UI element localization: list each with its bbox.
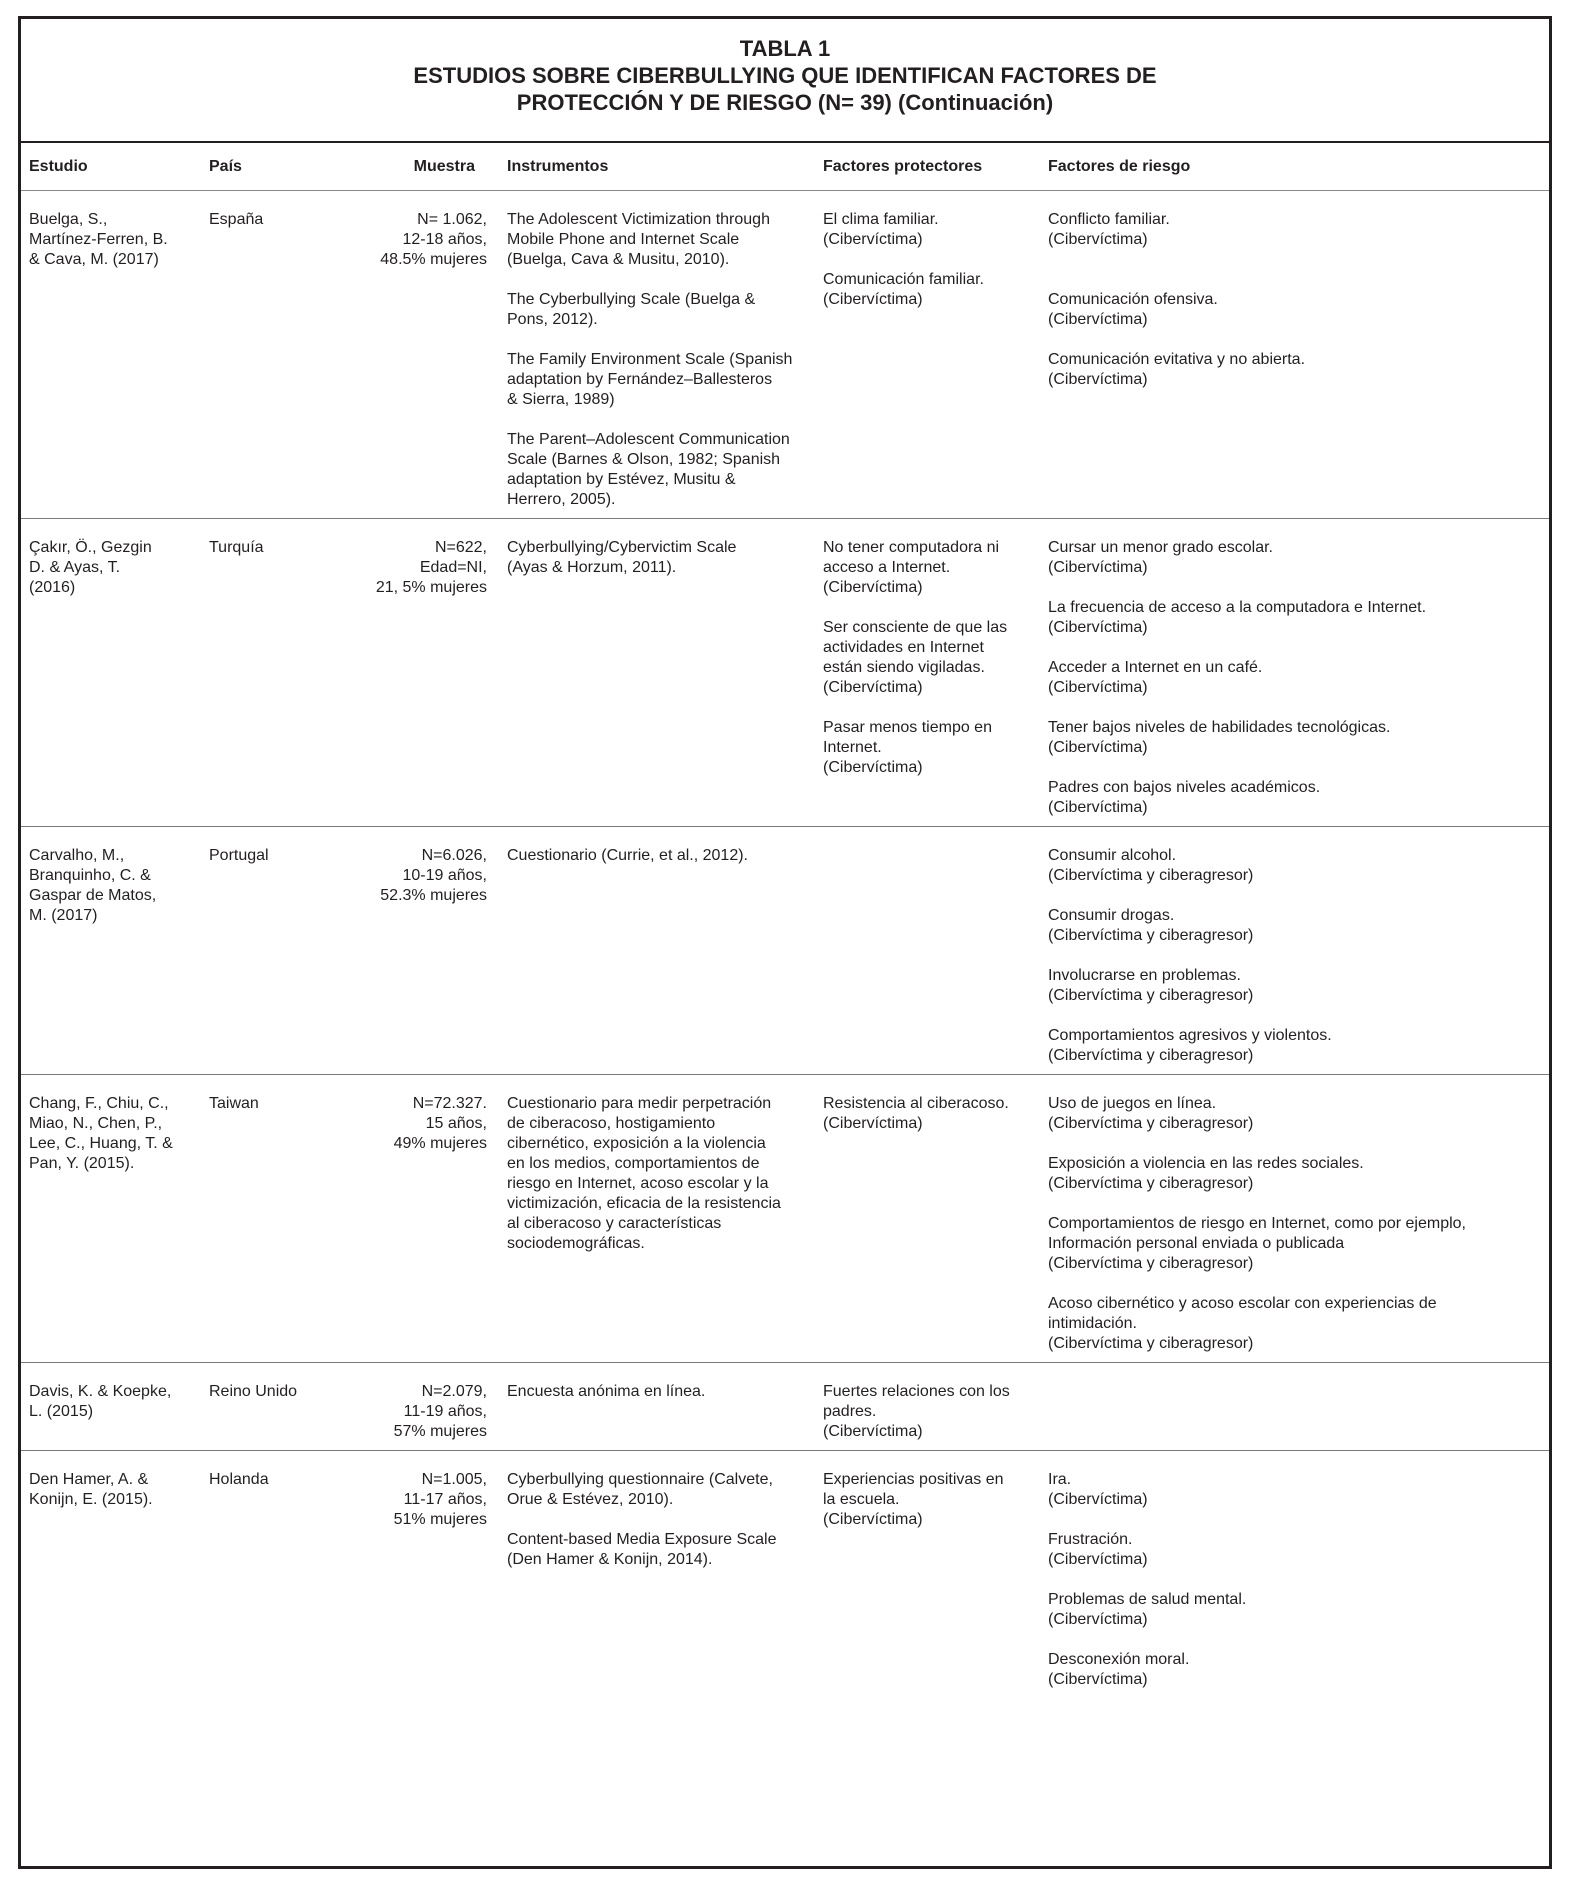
cell-riesgo xyxy=(1036,827,1549,1075)
instrument-item: The Family Environment Scale (Spanish adaptation by Fernández–Ballesteros & Sierra, 1989) xyxy=(507,351,793,408)
risk-factor: Ira. (Cibervíctima) xyxy=(1048,1471,1148,1508)
cell-riesgo xyxy=(1036,1451,1549,1699)
instrument-item: Cyberbullying questionnaire (Calvete, Orue & Estévez, 2010). xyxy=(507,1471,773,1508)
risk-factor: Consumir alcohol. (Cibervíctima y ciberagresor) xyxy=(1048,847,1254,884)
protective-factor: Pasar menos tiempo en Internet. (Cibervíctima) xyxy=(823,719,992,776)
instrument-item: The Adolescent Victimization through Mobile Phone and Internet Scale (Buelga, Cava & Musitu, 2010). xyxy=(507,211,770,268)
cell-estudio-text: Buelga, S., Martínez-Ferren, B. & Cava, M. (2017) xyxy=(29,211,168,268)
table-row xyxy=(21,827,1549,1075)
instrument-item: Cyberbullying/Cybervictim Scale (Ayas & Horzum, 2011). xyxy=(507,539,737,576)
title-line-3: PROTECCIÓN Y DE RIESGO (N= 39) (Continuación) xyxy=(516,90,1054,115)
risk-factor: Frustración. (Cibervíctima) xyxy=(1048,1531,1148,1568)
cell-muestra-text: N=1.005, 11-17 años, 51% mujeres xyxy=(393,1471,487,1528)
table-row xyxy=(21,191,1549,519)
risk-factor: Tener bajos niveles de habilidades tecnológicas. (Cibervíctima) xyxy=(1048,719,1391,756)
table-row xyxy=(21,1075,1549,1363)
cell-pais xyxy=(197,1451,355,1699)
cell-pais-text: Reino Unido xyxy=(209,1383,298,1400)
risk-factor: Involucrarse en problemas. (Cibervíctima y ciberagresor) xyxy=(1048,967,1254,1004)
instrument-item: Encuesta anónima en línea. xyxy=(507,1383,706,1400)
item-spacer xyxy=(1048,1630,1541,1650)
cell-pais xyxy=(197,519,355,827)
risk-factor: Comunicación ofensiva. (Cibervíctima) xyxy=(1048,291,1218,328)
item-spacer xyxy=(1048,1006,1541,1026)
cell-pais-text: Taiwan xyxy=(209,1095,259,1112)
item-spacer xyxy=(1048,758,1541,778)
risk-factor: Conflicto familiar. (Cibervíctima) xyxy=(1048,211,1170,248)
risk-factor: Consumir drogas. (Cibervíctima y ciberagresor) xyxy=(1048,907,1254,944)
item-spacer xyxy=(1048,250,1541,270)
table-row xyxy=(21,1451,1549,1699)
risk-factor: Padres con bajos niveles académicos. (Cibervíctima) xyxy=(1048,779,1321,816)
header-riesgo: Factores de riesgo xyxy=(1036,143,1549,191)
table-title xyxy=(21,19,1549,143)
item-spacer xyxy=(823,250,1028,270)
cell-protectores xyxy=(811,1451,1036,1699)
risk-factor: Acoso cibernético y acoso escolar con experiencias de intimidación. (Cibervíctima y ciberagresor) xyxy=(1048,1295,1437,1352)
cell-protectores xyxy=(811,1075,1036,1363)
instrument-item: Cuestionario (Currie, et al., 2012). xyxy=(507,847,748,864)
cell-estudio xyxy=(21,191,197,519)
protective-factor: El clima familiar. (Cibervíctima) xyxy=(823,211,939,248)
item-spacer xyxy=(823,698,1028,718)
risk-factor: La frecuencia de acceso a la computadora e Internet. (Cibervíctima) xyxy=(1048,599,1427,636)
cell-riesgo xyxy=(1036,1075,1549,1363)
title-line-2: ESTUDIOS SOBRE CIBERBULLYING QUE IDENTIFICAN FACTORES DE xyxy=(413,63,1157,88)
protective-factor: Fuertes relaciones con los padres. (Cibervíctima) xyxy=(823,1383,1010,1440)
header-protectores: Factores protectores xyxy=(811,143,1036,191)
item-spacer xyxy=(1048,1194,1541,1214)
cell-estudio xyxy=(21,827,197,1075)
cell-riesgo xyxy=(1036,519,1549,827)
risk-factor: Desconexión moral. (Cibervíctima) xyxy=(1048,1651,1190,1688)
protective-factor: Experiencias positivas en la escuela. (Cibervíctima) xyxy=(823,1471,1004,1528)
cell-estudio-text: Carvalho, M., Branquinho, C. & Gaspar de Matos, M. (2017) xyxy=(29,847,157,924)
cell-muestra xyxy=(355,1075,495,1363)
item-spacer xyxy=(507,330,803,350)
risk-factor: Acceder a Internet en un café. (Cibervíctima) xyxy=(1048,659,1263,696)
table-body xyxy=(21,191,1549,1699)
risk-factor: Comportamientos de riesgo en Internet, como por ejemplo, Información personal enviada o publicada (Cibervíctima y ciberagresor) xyxy=(1048,1215,1466,1272)
risk-factor: Cursar un menor grado escolar. (Cibervíctima) xyxy=(1048,539,1273,576)
cell-pais xyxy=(197,191,355,519)
cell-riesgo xyxy=(1036,1363,1549,1451)
item-spacer xyxy=(823,598,1028,618)
cell-protectores xyxy=(811,827,1036,1075)
cell-muestra-text: N=622, Edad=NI, 21, 5% mujeres xyxy=(375,539,487,596)
header-row xyxy=(21,143,1549,191)
cell-instrumentos xyxy=(495,191,811,519)
table-row xyxy=(21,1363,1549,1451)
cell-muestra xyxy=(355,1451,495,1699)
cell-estudio xyxy=(21,1451,197,1699)
cell-instrumentos xyxy=(495,1363,811,1451)
cell-protectores xyxy=(811,519,1036,827)
studies-table xyxy=(21,143,1549,1698)
cell-pais xyxy=(197,1075,355,1363)
cell-pais-text: Turquía xyxy=(209,539,264,556)
cell-muestra xyxy=(355,191,495,519)
header-instrumentos: Instrumentos xyxy=(495,143,811,191)
header-pais: País xyxy=(197,143,355,191)
table-row xyxy=(21,519,1549,827)
protective-factor: No tener computadora ni acceso a Internet. (Cibervíctima) xyxy=(823,539,1000,596)
item-spacer xyxy=(1048,578,1541,598)
cell-estudio-text: Çakır, Ö., Gezgin D. & Ayas, T. (2016) xyxy=(29,539,152,596)
item-spacer xyxy=(1048,330,1541,350)
item-spacer xyxy=(1048,946,1541,966)
item-spacer xyxy=(507,410,803,430)
item-spacer xyxy=(1048,638,1541,658)
header-estudio: Estudio xyxy=(21,143,197,191)
instrument-item: Content-based Media Exposure Scale (Den Hamer & Konijn, 2014). xyxy=(507,1531,777,1568)
cell-instrumentos xyxy=(495,1075,811,1363)
item-spacer xyxy=(507,270,803,290)
cell-pais-text: Portugal xyxy=(209,847,269,864)
cell-riesgo xyxy=(1036,191,1549,519)
table-frame xyxy=(18,16,1552,1869)
cell-muestra-text: N=2.079, 11-19 años, 57% mujeres xyxy=(393,1383,487,1440)
protective-factor: Resistencia al ciberacoso. (Cibervíctima) xyxy=(823,1095,1009,1132)
cell-instrumentos xyxy=(495,519,811,827)
cell-pais xyxy=(197,827,355,1075)
item-spacer xyxy=(1048,1134,1541,1154)
item-spacer xyxy=(1048,1570,1541,1590)
cell-pais xyxy=(197,1363,355,1451)
item-spacer xyxy=(507,1510,803,1530)
cell-muestra xyxy=(355,519,495,827)
cell-muestra-text: N=72.327. 15 años, 49% mujeres xyxy=(393,1095,487,1152)
cell-protectores xyxy=(811,1363,1036,1451)
cell-muestra xyxy=(355,827,495,1075)
cell-estudio xyxy=(21,1363,197,1451)
cell-instrumentos xyxy=(495,827,811,1075)
item-spacer xyxy=(1048,270,1541,290)
risk-factor: Comportamientos agresivos y violentos. (Cibervíctima y ciberagresor) xyxy=(1048,1027,1332,1064)
item-spacer xyxy=(1048,698,1541,718)
risk-factor: Exposición a violencia en las redes sociales. (Cibervíctima y ciberagresor) xyxy=(1048,1155,1364,1192)
cell-protectores xyxy=(811,191,1036,519)
cell-estudio-text: Davis, K. & Koepke, L. (2015) xyxy=(29,1383,172,1420)
instrument-item: The Cyberbullying Scale (Buelga & Pons, 2012). xyxy=(507,291,756,328)
cell-pais-text: España xyxy=(209,211,264,228)
cell-instrumentos xyxy=(495,1451,811,1699)
protective-factor: Comunicación familiar. (Cibervíctima) xyxy=(823,271,984,308)
title-line-1: TABLA 1 xyxy=(739,36,831,61)
instrument-item: Cuestionario para medir perpetración de ciberacoso, hostigamiento cibernético, exposición a la violencia en los medios, comportamientos de riesgo en Internet, acoso escolar y la victimización, eficacia de la resistencia al ciberacoso y características sociodemográficas. xyxy=(507,1095,781,1252)
cell-estudio-text: Den Hamer, A. & Konijn, E. (2015). xyxy=(29,1471,153,1508)
cell-muestra-text: N= 1.062, 12-18 años, 48.5% mujeres xyxy=(380,211,487,268)
header-muestra: Muestra xyxy=(355,143,495,191)
item-spacer xyxy=(1048,1510,1541,1530)
cell-pais-text: Holanda xyxy=(209,1471,269,1488)
risk-factor: Uso de juegos en línea. (Cibervíctima y ciberagresor) xyxy=(1048,1095,1254,1132)
item-spacer xyxy=(1048,1274,1541,1294)
cell-muestra-text: N=6.026, 10-19 años, 52.3% mujeres xyxy=(380,847,487,904)
risk-factor: Problemas de salud mental. (Cibervíctima) xyxy=(1048,1591,1247,1628)
instrument-item: The Parent–Adolescent Communication Scale (Barnes & Olson, 1982; Spanish adaptation by Estévez, Musitu & Herrero, 2005). xyxy=(507,431,790,508)
cell-estudio-text: Chang, F., Chiu, C., Miao, N., Chen, P., Lee, C., Huang, T. & Pan, Y. (2015). xyxy=(29,1095,173,1172)
cell-estudio xyxy=(21,519,197,827)
cell-estudio xyxy=(21,1075,197,1363)
protective-factor: Ser consciente de que las actividades en Internet están siendo vigiladas. (Cibervíctima) xyxy=(823,619,1008,696)
risk-factor: Comunicación evitativa y no abierta. (Cibervíctima) xyxy=(1048,351,1306,388)
item-spacer xyxy=(1048,886,1541,906)
cell-muestra xyxy=(355,1363,495,1451)
